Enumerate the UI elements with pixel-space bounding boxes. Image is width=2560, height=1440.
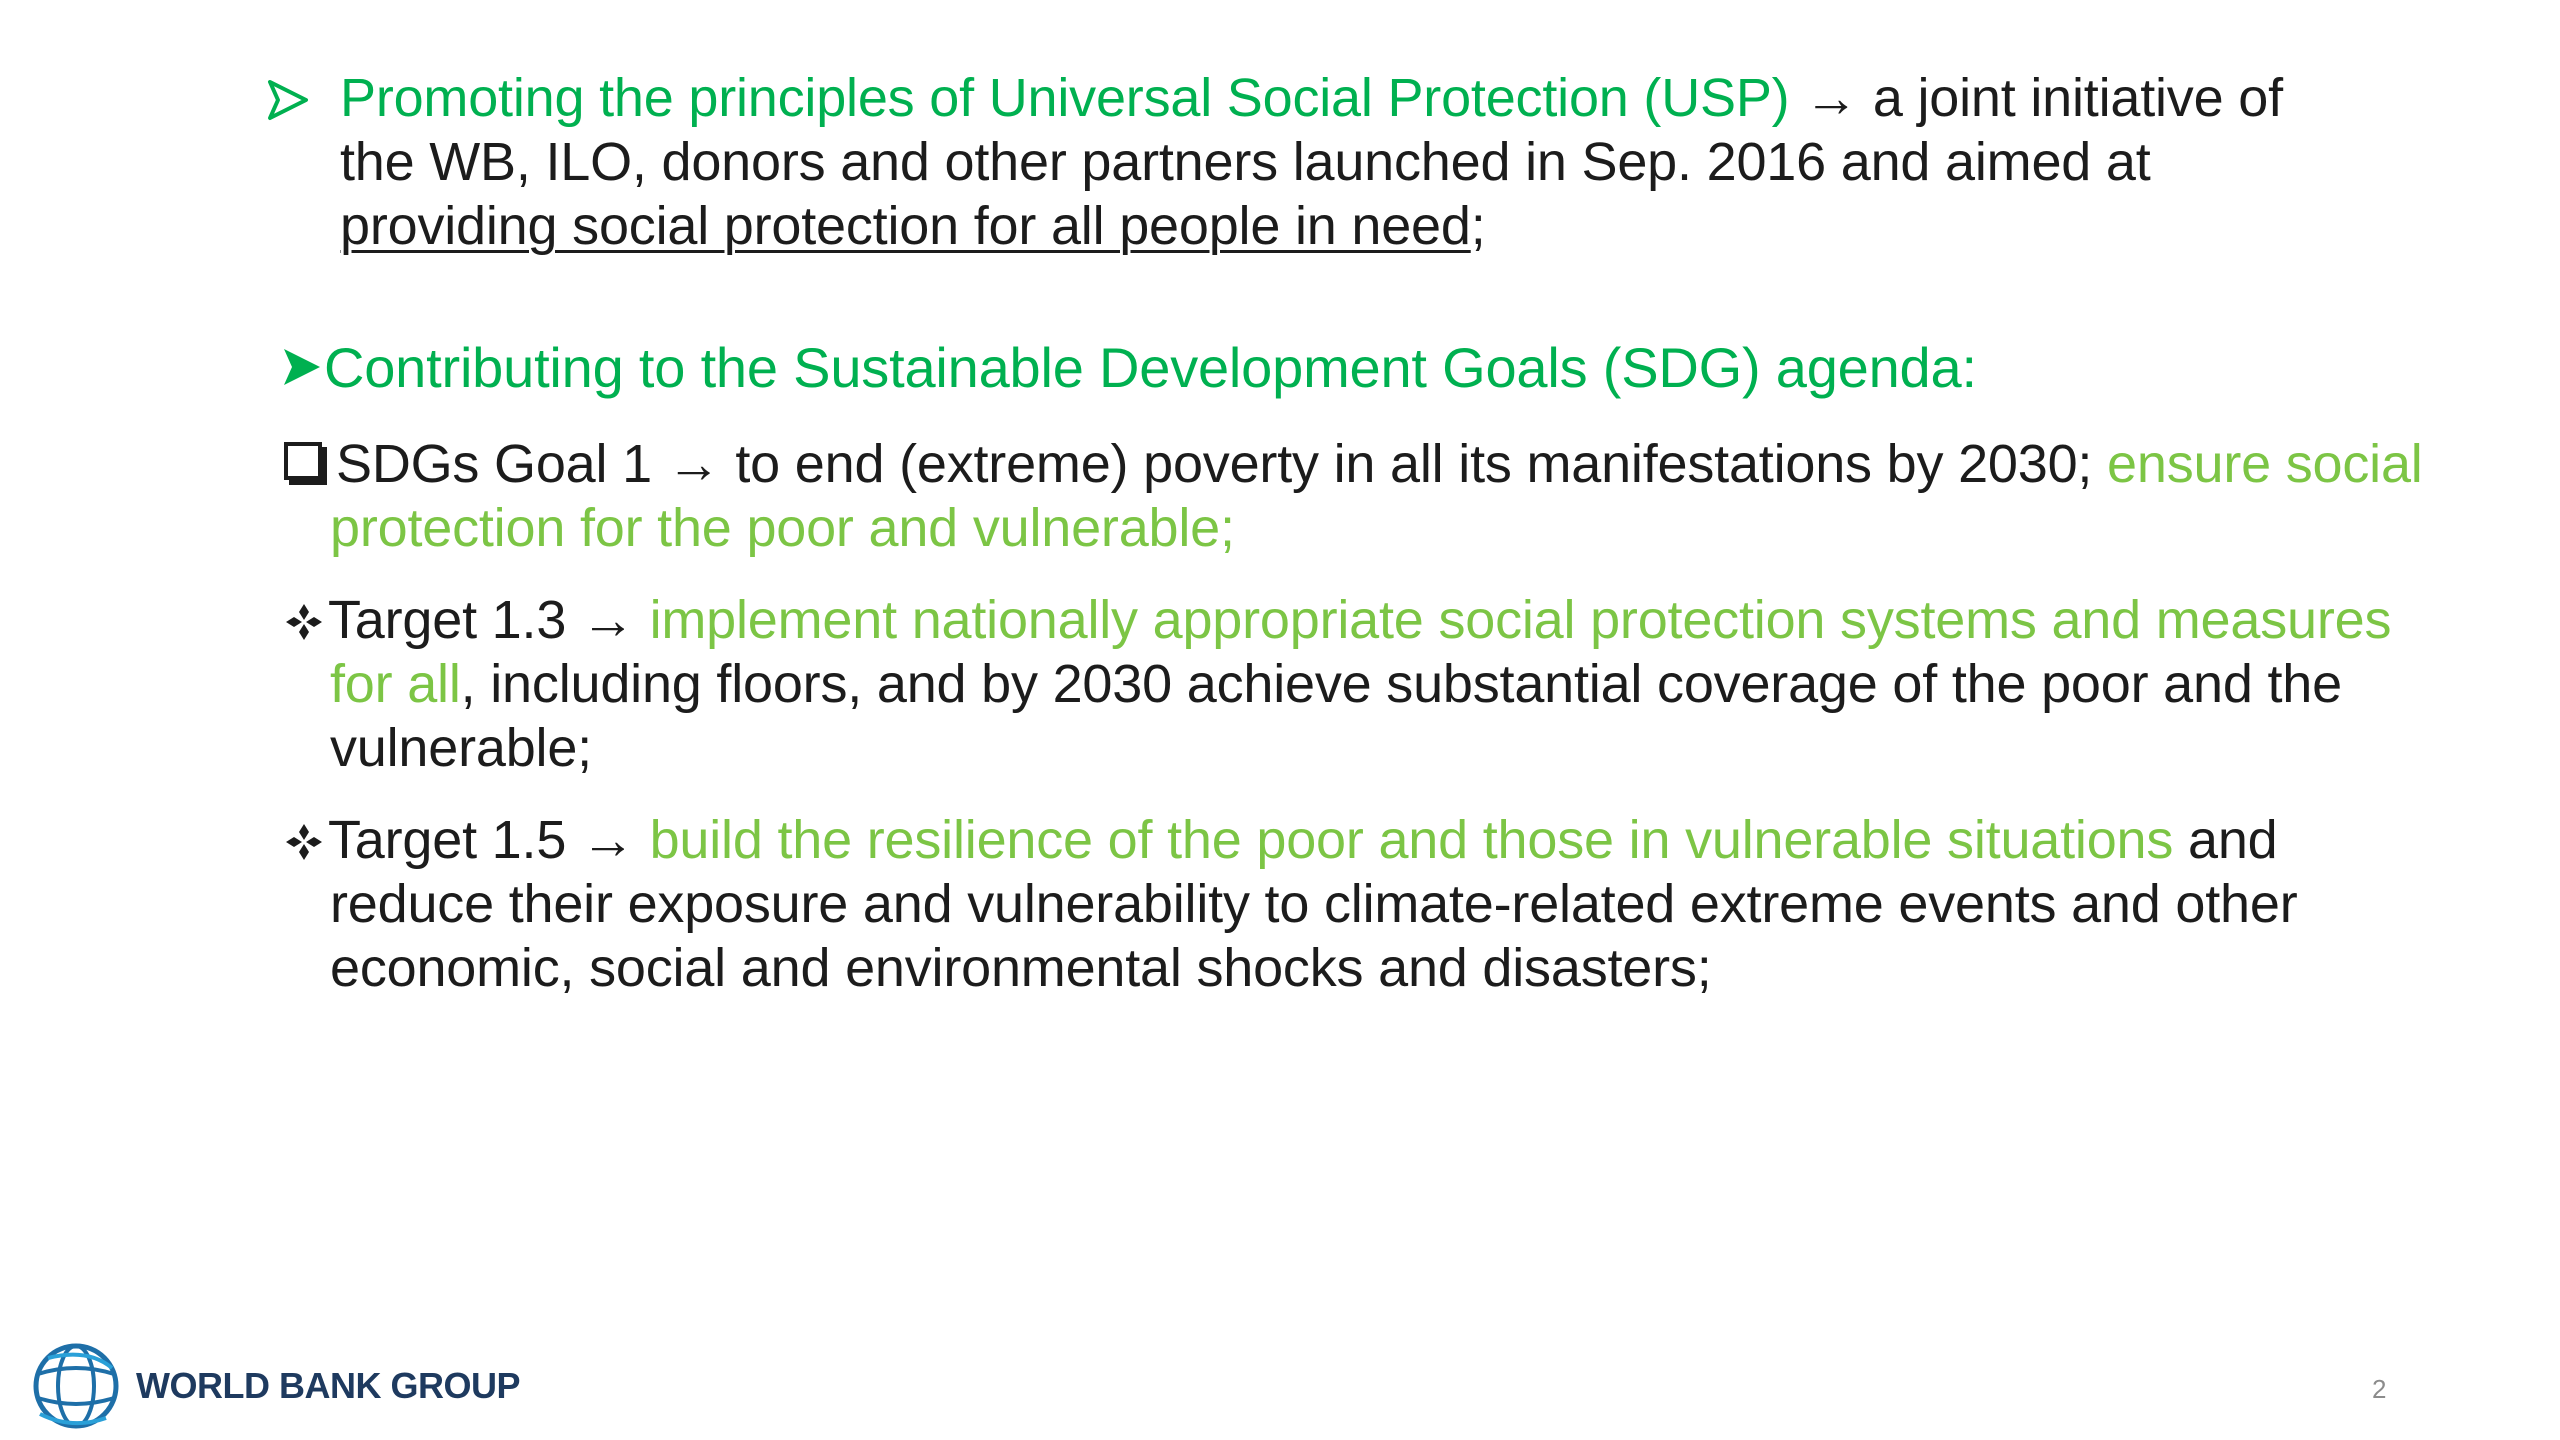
logo-wordmark: WORLD BANK GROUP bbox=[136, 1365, 520, 1406]
page-number: 2 bbox=[2372, 1374, 2387, 1404]
globe-icon bbox=[28, 1338, 124, 1434]
checkbox-square-icon bbox=[284, 442, 322, 480]
target15-item bbox=[284, 808, 2454, 1000]
goal1-green-text: ensure social protection for the poor and vulnerable; bbox=[330, 434, 2423, 558]
arrowhead-bullet-icon bbox=[264, 66, 312, 144]
sdg-heading bbox=[280, 336, 2380, 400]
goal1-label: SDGs Goal 1 bbox=[336, 434, 652, 494]
goal1-item bbox=[284, 432, 2454, 560]
target15-label: Target 1.5 bbox=[328, 810, 567, 870]
usp-end-punct: ; bbox=[1470, 196, 1486, 256]
right-arrow-icon: → bbox=[580, 590, 635, 650]
goal1-text: to end (extreme) poverty in all its manifestations by 2030; bbox=[720, 434, 2108, 494]
usp-title: Promoting the principles of Universal Social Protection (USP) bbox=[340, 68, 1790, 128]
target13-label: Target 1.3 bbox=[328, 590, 567, 650]
usp-description: a joint initiative of the WB, ILO, donors and other partners launched in Sep. 2016 and aimed at bbox=[340, 68, 2283, 192]
right-arrow-icon: → bbox=[666, 434, 721, 494]
sdg-heading-text: Contributing to the Sustainable Development Goals (SDG) agenda: bbox=[324, 336, 1977, 399]
right-arrow-icon: → bbox=[580, 810, 635, 870]
world-bank-logo bbox=[28, 1336, 520, 1436]
target13-green-text: implement nationally appropriate social protection systems and measures for all bbox=[330, 590, 2392, 714]
target15-green-text: build the resilience of the poor and those in vulnerable situations bbox=[649, 810, 2174, 870]
usp-bullet bbox=[270, 66, 2320, 258]
usp-underlined-aim: providing social protection for all people in need bbox=[340, 196, 1471, 256]
target13-item bbox=[284, 588, 2454, 780]
right-arrow-icon: → bbox=[1804, 68, 1859, 128]
four-diamond-icon bbox=[284, 588, 328, 652]
target13-text: , including floors, and by 2030 achieve substantial coverage of the poor and the vulnerable; bbox=[330, 654, 2342, 778]
target15-text: and reduce their exposure and vulnerability to climate-related extreme events and other economic, social and environmental shocks and disasters; bbox=[330, 810, 2298, 998]
four-diamond-icon bbox=[284, 808, 328, 872]
arrowhead-bullet-icon bbox=[280, 336, 324, 399]
